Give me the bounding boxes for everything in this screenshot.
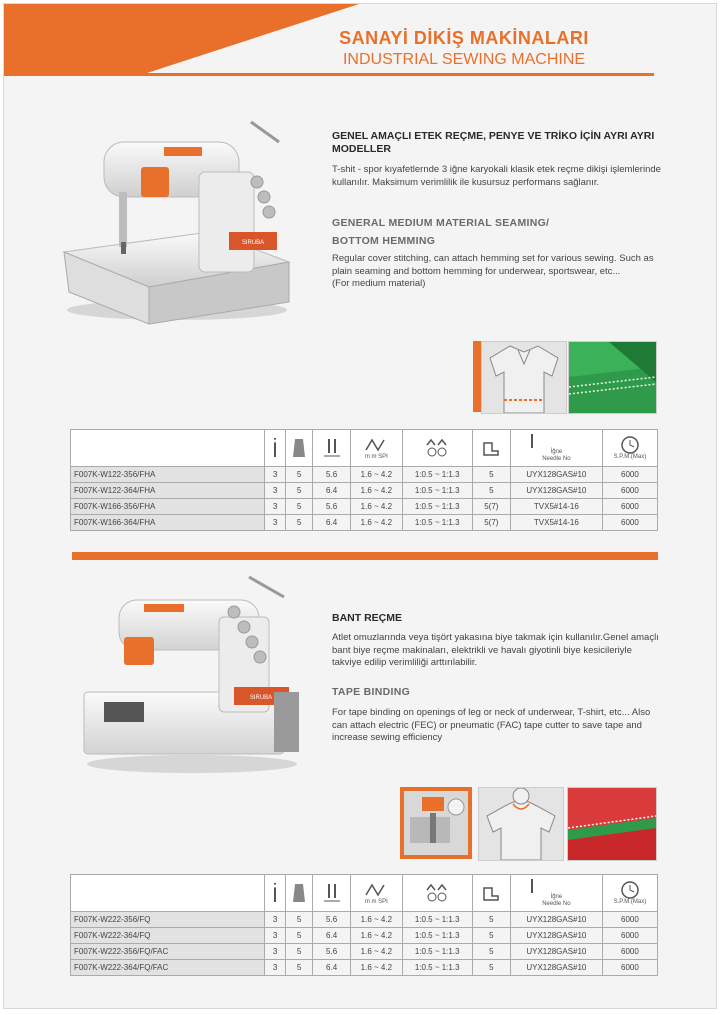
section2-heading-tr: BANT REÇME [332, 612, 402, 624]
thread-count-icon [286, 430, 313, 467]
svg-text:SIRUBA: SIRUBA [249, 695, 273, 701]
page-title-tr: SANAYİ DİKİŞ MAKİNALARI [339, 28, 589, 48]
brochure-page [3, 3, 717, 1009]
needle-count-icon [265, 430, 286, 467]
table-row: F007K-W166-356/FHA 3 5 5.6 1.6 ~ 4.2 1:0.5 ~ 1:1.3 5(7) TVX5#14-16 6000 [71, 499, 658, 515]
tape-binder-closeup-image [400, 787, 472, 859]
header-rule [4, 73, 654, 76]
needle-system-icon: İğne Needle No [510, 875, 602, 912]
section1-body-en: Regular cover stitching, can attach hemming set for various sewing. Such as plain seaming and bottom hemming for underwear, sportswear, etc... [332, 253, 654, 277]
table-row: F007K-W222-364/FQ 3 5 6.4 1.6 ~ 4.2 1:0.5 ~ 1:1.3 5 UYX128GAS#10 6000 [71, 928, 658, 944]
needle-system-icon: İğne Needle No [510, 430, 602, 467]
red-tape-binding-sample [567, 787, 657, 861]
thumb-accent-bar [473, 341, 481, 412]
differential-feed-icon [402, 430, 472, 467]
page-title-en: INDUSTRIAL SEWING MACHINE [342, 51, 586, 68]
table-row: F007K-W166-364/FHA 3 5 6.4 1.6 ~ 4.2 1:0.5 ~ 1:1.3 5(7) TVX5#14-16 6000 [71, 515, 658, 531]
table-row: F007K-W222-364/FQ/FAC 3 5 6.4 1.6 ~ 4.2 1:0.5 ~ 1:1.3 5 UYX128GAS#10 6000 [71, 960, 658, 976]
section2-body-en: For tape binding on openings of leg or neck of underwear, T-shirt, etc... Also can attach electric (FEC) or pneumatic (FAC) tape cutter to save tape and increase sewing efficiency [332, 707, 651, 743]
spec-table-2 [70, 874, 658, 976]
table-row: F007K-W222-356/FQ 3 5 5.6 1.6 ~ 4.2 1:0.5 ~ 1:1.3 5 UYX128GAS#10 6000 [71, 912, 658, 928]
section2-body-tr: Atlet omuzlarında veya tişört yakasına biye takmak için kullanılır.Genel amaçlı bant biye reçme makinaları, elektrikli ve havalı giyotinli biye kesicileriyle takviye edilip verimliliği arttırılabilir. [332, 632, 659, 668]
polo-shirt-illustration [481, 341, 567, 414]
spec-table-1-header [71, 430, 658, 467]
section1-heading-en-2: BOTTOM HEMMING [332, 235, 436, 247]
table-row: F007K-W222-356/FQ/FAC 3 5 5.6 1.6 ~ 4.2 1:0.5 ~ 1:1.3 5 UYX128GAS#10 6000 [71, 944, 658, 960]
section1-body-tr: T-shit - spor kıyafetlernde 3 iğne karyokali klasik etek reçme dikişi işlemlerinde kullanılır. Maksimum verimlilik ile kusursuz performans sağlanır. [332, 164, 661, 188]
header-corner-accent [4, 4, 144, 74]
section1-heading-tr: GENEL AMAÇLI ETEK REÇME, PENYE VE TRİKO İÇİN AYRI AYRI MODELLER [332, 130, 655, 155]
spm-icon: S.P.M.(Max) [602, 430, 657, 467]
spec-table-2-header [71, 875, 658, 912]
section1-heading-en-1: GENERAL MEDIUM MATERIAL SEAMING/ [332, 217, 550, 229]
needle-gauge-icon [313, 430, 351, 467]
presser-foot-lift-icon [472, 430, 510, 467]
presser-foot-lift-icon [472, 875, 510, 912]
stitch-length-icon: m m SPI [351, 875, 402, 912]
section-divider [72, 552, 658, 560]
cover-stitch-machine-image [59, 112, 294, 327]
tape-binding-machine-image [74, 572, 309, 777]
spec-table-1 [70, 429, 658, 531]
svg-text:SIRUBA: SIRUBA [241, 240, 265, 246]
green-hem-fabric-sample [568, 341, 657, 414]
thread-count-icon [286, 875, 313, 912]
needle-gauge-icon [313, 875, 351, 912]
tshirt-neck-illustration [478, 787, 564, 861]
needle-count-icon [265, 875, 286, 912]
differential-feed-icon [402, 875, 472, 912]
section1-body-en-note: (For medium material) [332, 278, 426, 289]
spm-icon: S.P.M.(Max) [602, 875, 657, 912]
section2-heading-en: TAPE BINDING [332, 686, 411, 698]
stitch-length-icon: m m SPI [351, 430, 402, 467]
table-row: F007K-W122-356/FHA 3 5 5.6 1.6 ~ 4.2 1:0.5 ~ 1:1.3 5 UYX128GAS#10 6000 [71, 467, 658, 483]
table-row: F007K-W122-364/FHA 3 5 6.4 1.6 ~ 4.2 1:0.5 ~ 1:1.3 5 UYX128GAS#10 6000 [71, 483, 658, 499]
